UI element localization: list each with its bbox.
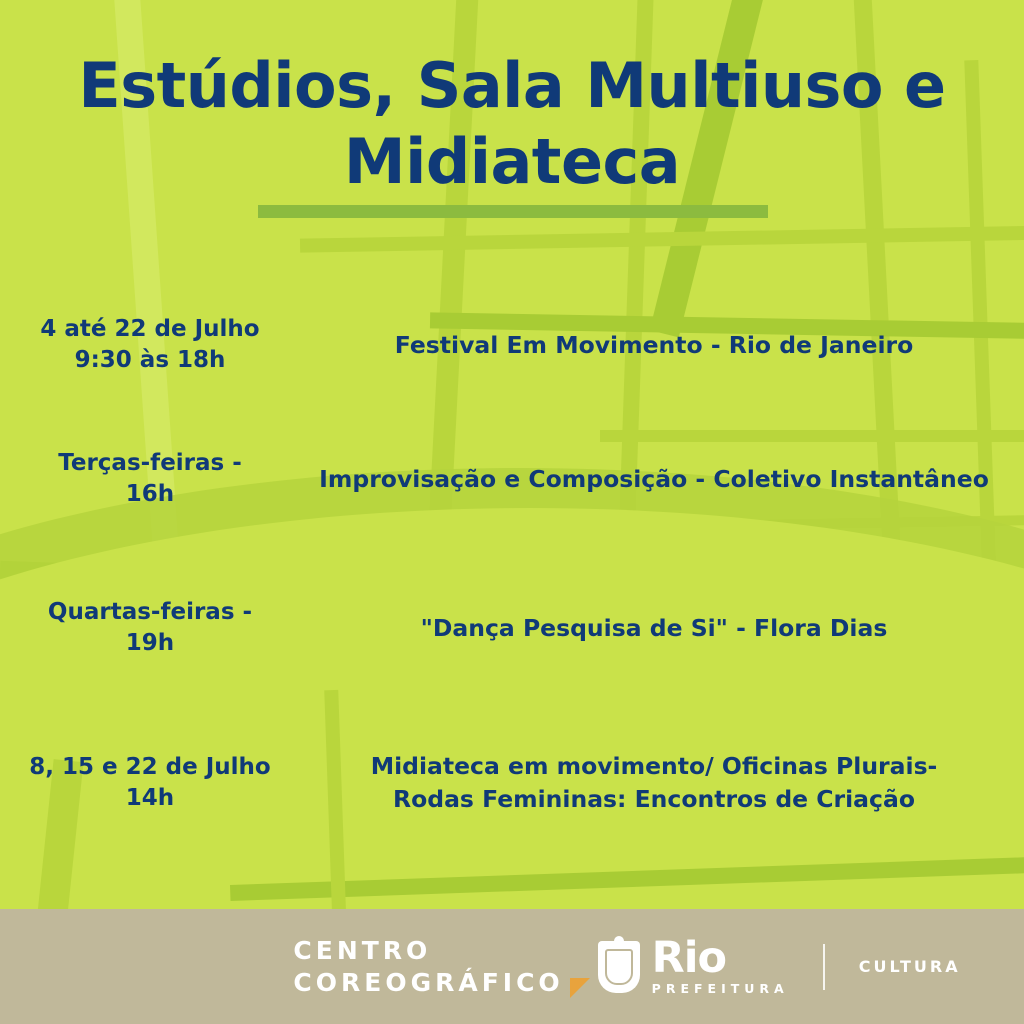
schedule-what: "Dança Pesquisa de Si" - Flora Dias — [420, 613, 888, 642]
title-line-1: Estúdios, Sala Multiuso e — [78, 49, 946, 122]
schedule-row — [0, 703, 1024, 863]
schedule-when-line-2: 14h — [125, 785, 175, 811]
map-road — [300, 225, 1024, 252]
prefeitura-rio-logo — [598, 933, 789, 997]
rio-subtitle: PREFEITURA — [651, 981, 789, 997]
rio-wordmark — [651, 933, 789, 997]
schedule-when-line-2: 19h — [125, 630, 175, 656]
schedule-when — [0, 314, 300, 376]
triangle-icon — [570, 978, 590, 998]
schedule-row — [0, 553, 1024, 703]
schedule-when-line-1: 8, 15 e 22 de Julho — [29, 753, 271, 780]
centro-coreografico-line-1: CENTRO — [293, 935, 432, 965]
page-title — [72, 48, 952, 199]
title-line-2: Midiateca — [343, 124, 681, 198]
schedule-what: Improvisação e Composição - Coletivo Instantâneo — [319, 464, 989, 493]
schedule-list — [0, 285, 1024, 863]
rio-name: Rio — [651, 933, 727, 984]
schedule-when — [0, 448, 300, 510]
schedule-what: Festival Em Movimento - Rio de Janeiro — [394, 330, 914, 359]
schedule-when — [0, 752, 300, 814]
schedule-row — [0, 285, 1024, 405]
centro-coreografico-logo — [293, 935, 563, 999]
schedule-when-line-2: 9:30 às 18h — [74, 347, 226, 373]
title-underline — [258, 205, 768, 218]
schedule-when-line-2: 16h — [125, 481, 175, 507]
schedule-what — [300, 750, 1024, 816]
schedule-when-line-1: Quartas-feiras - — [47, 598, 253, 625]
schedule-what-line-2: Rodas Femininas: Encontros de Criação — [393, 785, 915, 813]
poster-header — [0, 48, 1024, 199]
schedule-when — [0, 597, 300, 659]
footer-divider — [823, 944, 825, 990]
schedule-what-line-1: Midiateca em movimento/ Oficinas Plurais- — [370, 752, 938, 781]
schedule-when-line-1: Terças-feiras - — [58, 449, 242, 476]
schedule-when-line-1: 4 até 22 de Julho — [40, 315, 260, 342]
secretaria-label: CULTURA — [858, 957, 961, 976]
schedule-row — [0, 405, 1024, 553]
centro-coreografico-line-2: COREOGRÁFICO — [293, 967, 564, 997]
footer-bar — [0, 909, 1024, 1024]
footer-logos — [293, 935, 960, 999]
coat-of-arms-icon — [598, 941, 640, 993]
